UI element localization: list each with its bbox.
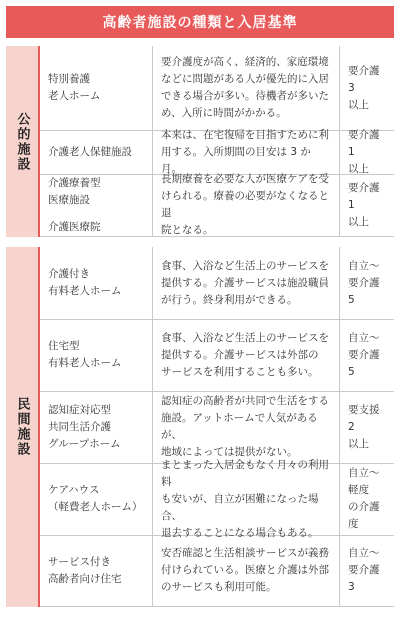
facility-description: 本来は、在宅復帰を目指すために利 用する。入所期間の目安は 3 か月。: [152, 130, 339, 174]
table-row: [40, 247, 394, 320]
public-side-header: [6, 46, 40, 237]
facility-name: サービス付き 高齢者向け住宅: [48, 555, 122, 585]
facility-name-primary: 介護療養型 医療施設: [48, 176, 101, 206]
care-level: 要支援 2 以上: [339, 391, 394, 463]
table-row: [40, 319, 394, 392]
private-rows: [40, 247, 394, 607]
private-label: 民間施設: [14, 397, 30, 457]
facility-name: 特別養護 老人ホーム: [48, 73, 101, 102]
facility-description: まとまった入居金もなく月々の利用料 も安いが、自立が困難になった場合、 退去することになる場合もある。: [152, 463, 339, 535]
private-facilities-section: [6, 247, 394, 607]
facility-name: [40, 174, 152, 236]
care-level: 要介護 1 以上: [339, 130, 394, 174]
facility-name: ケアハウス （軽費老人ホーム）: [48, 484, 143, 513]
table-row: [40, 458, 394, 539]
public-label: 公的施設: [14, 111, 30, 172]
facility-name: 住宅型 有料老人ホーム: [48, 340, 122, 369]
table-row: [40, 130, 394, 175]
table-row: [40, 46, 394, 131]
table-row: [40, 535, 394, 607]
facility-name: 介護付き 有料老人ホーム: [48, 268, 122, 297]
facility-description: 認知症の高齢者が共同で生活をする 施設。アットホームで人気があるが、 地域によっては提供がない。: [152, 391, 339, 463]
table-row: [40, 174, 394, 237]
care-level: 要介護 3 以上: [339, 46, 394, 130]
facility-name: 介護老人保健施設: [48, 145, 132, 158]
facility-name: 認知症対応型 共同生活介護 グループホーム: [48, 403, 121, 450]
facility-name-secondary: 介護医療院: [48, 220, 101, 233]
facility-description: 食事、入浴など生活上のサービスを 提供する。介護サービスは外部の サービスを利用することも多い。: [152, 319, 339, 391]
facility-description: 要介護度が高く、経済的、家庭環境 などに問題がある人が優先的に入居 できる場合が多い。待機者が多いた め、入所に時間がかかる。: [152, 46, 339, 130]
public-facilities-section: [6, 46, 394, 237]
page-title: [6, 6, 394, 38]
public-rows: [40, 46, 394, 237]
table-row: [40, 391, 394, 464]
care-level: 自立～ 要介護 3: [339, 535, 394, 606]
facility-description: 長期療養を必要な人が医療ケアを受 けられる。療養の必要がなくなると退 院となる。: [152, 174, 339, 236]
care-level: 自立～ 要介護 5: [339, 319, 394, 391]
facility-description: 安否確認と生活相談サービスが義務 付けられている。医療と介護は外部 のサービスも利用可能。: [152, 535, 339, 606]
facility-description: 食事、入浴など生活上のサービスを 提供する。介護サービスは施設職員 が行う。終身利用ができる。: [152, 247, 339, 319]
title-text: 高齢者施設の種類と入居基準: [102, 15, 298, 31]
private-side-header: [6, 247, 40, 607]
care-level: 要介護 1 以上: [339, 174, 394, 236]
care-level: 自立～軽度 の介護度: [339, 463, 394, 535]
care-level: 自立～ 要介護 5: [339, 247, 394, 319]
